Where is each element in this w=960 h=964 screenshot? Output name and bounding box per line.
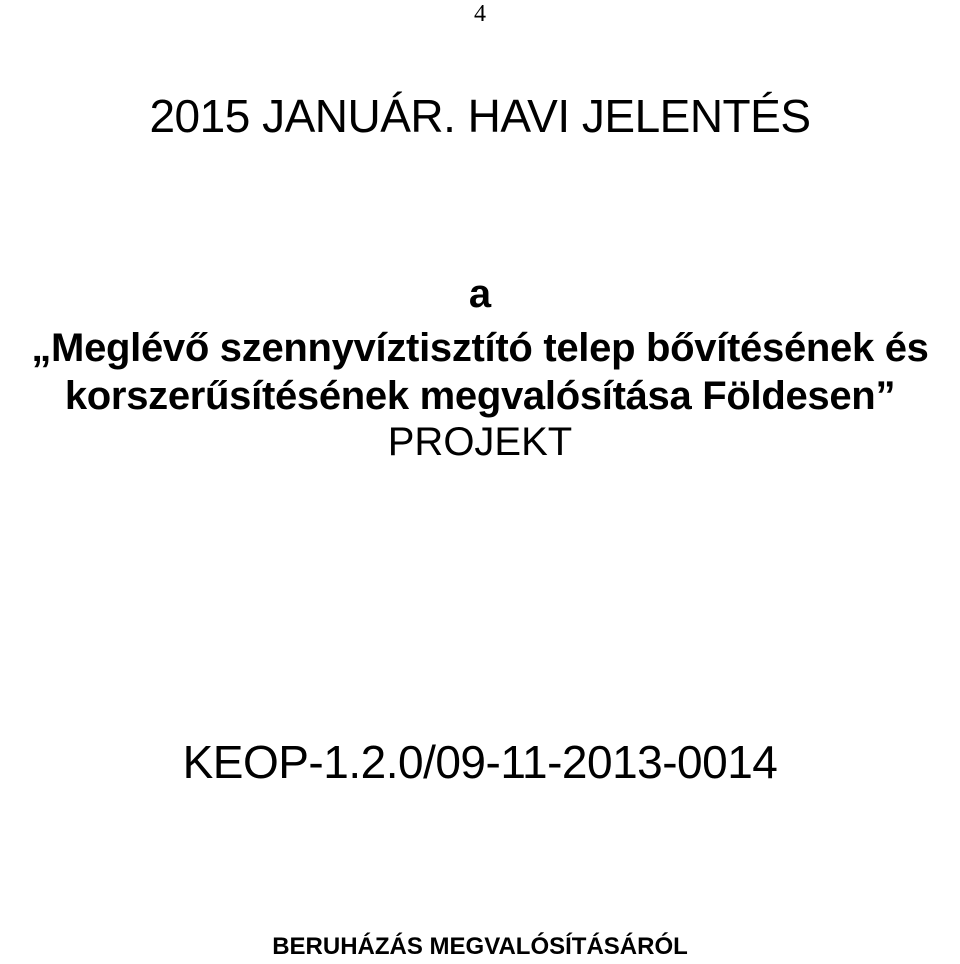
subtitle: BERUHÁZÁS MEGVALÓSÍTÁSÁRÓL [272, 933, 688, 960]
project-name-line-2: korszerűsítésének megvalósítása Földesen” [64, 374, 896, 418]
page-number: 4 [474, 1, 486, 27]
project-label: PROJEKT [387, 420, 573, 464]
article-a: a [468, 272, 492, 316]
project-name-line-1: „Meglévő szennyvíztisztító telep bővítésének és [31, 326, 929, 370]
project-code: KEOP-1.2.0/09-11-2013-0014 [182, 736, 778, 788]
report-title: 2015 JANUÁR. HAVI JELENTÉS [149, 90, 811, 142]
project-name [0, 324, 960, 420]
